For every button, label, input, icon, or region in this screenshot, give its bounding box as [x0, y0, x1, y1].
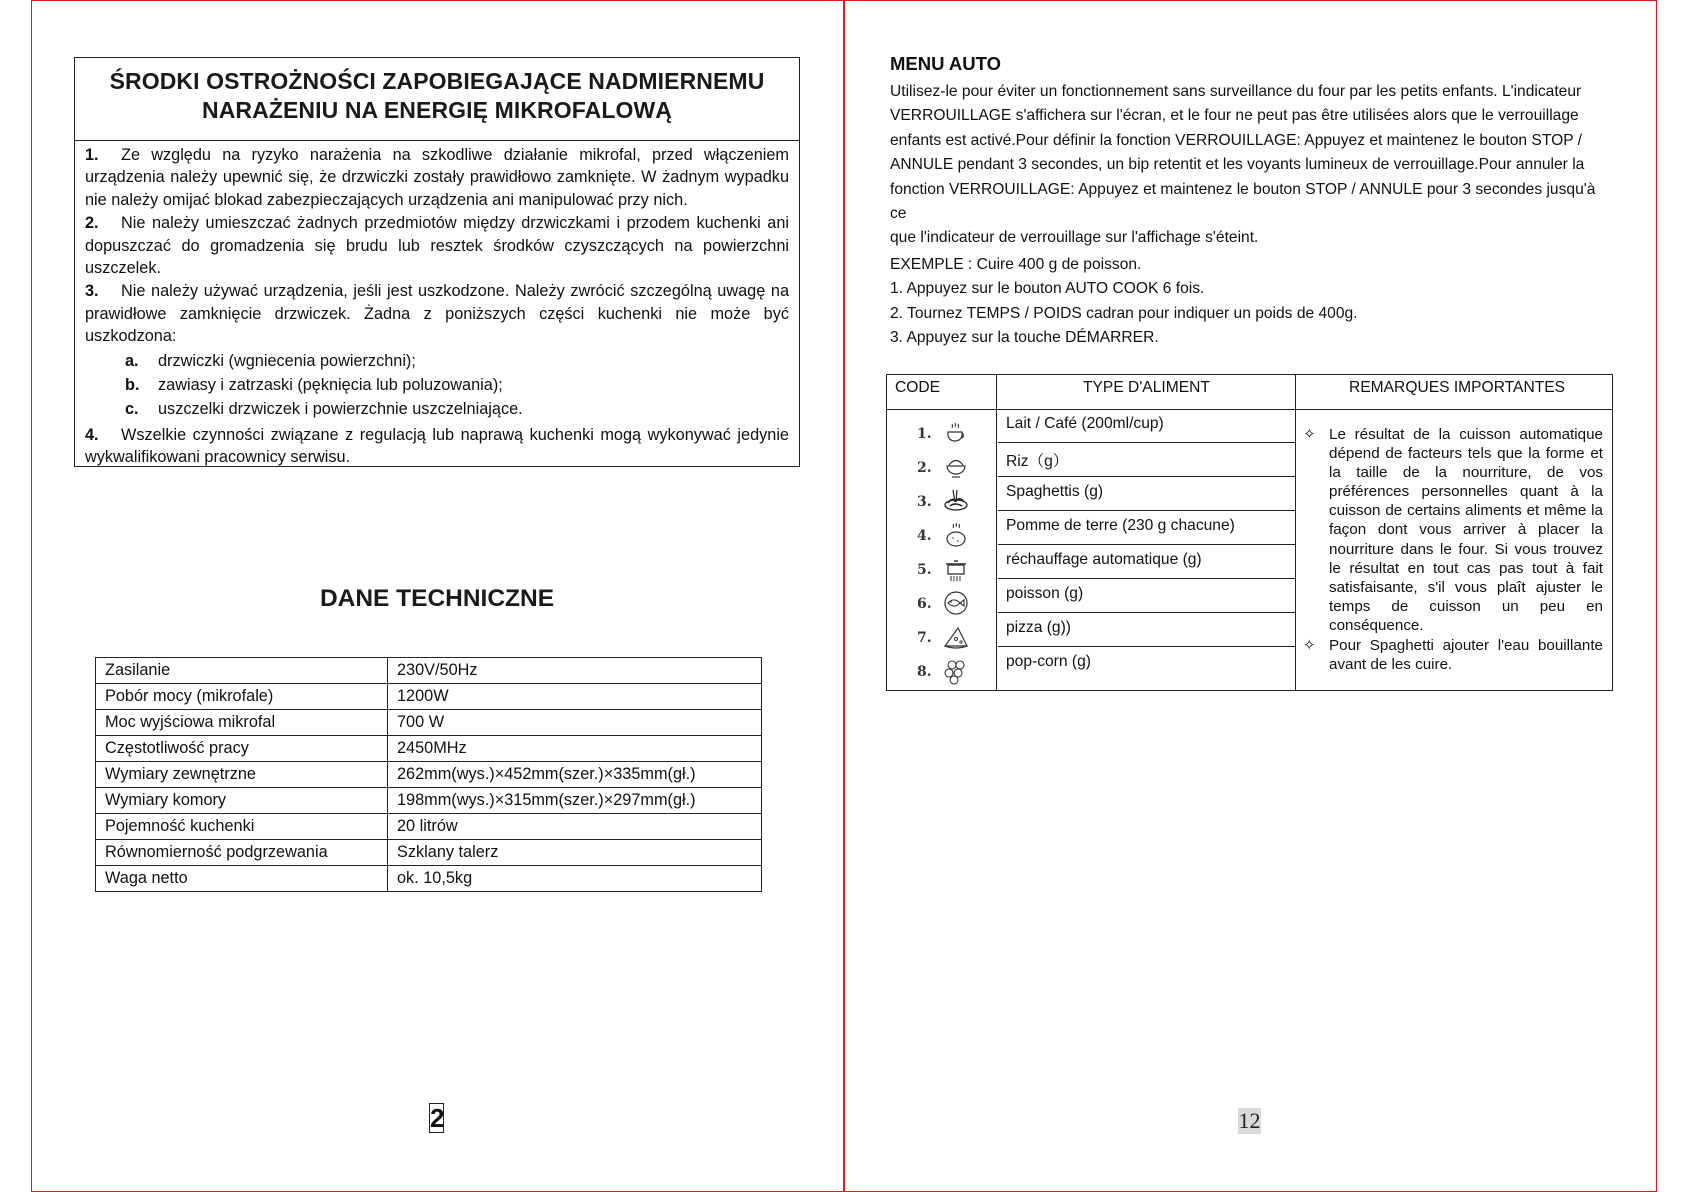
warning-title-line2: NARAŻENIU NA ENERGIĘ MIKROFALOWĄ	[201, 97, 672, 123]
spec-label: Wymiary komory	[96, 788, 388, 814]
example-line: 3. Appuyez sur la touche DÉMARRER.	[890, 329, 1159, 347]
food-label: Riz（g）	[1006, 453, 1069, 470]
food-row	[998, 511, 1295, 545]
potato-icon	[941, 520, 971, 550]
warning-item	[85, 144, 789, 211]
code-item	[917, 520, 987, 550]
tech-data-table	[95, 657, 762, 892]
spec-value: 2450MHz	[388, 736, 762, 762]
sub-item-text: zawiasy i zatrzaski (pęknięcia lub poluzowania);	[158, 376, 503, 395]
safety-warning-title	[75, 58, 799, 141]
code-item	[917, 588, 987, 618]
safety-warning-body	[75, 141, 799, 469]
pizza-icon	[941, 622, 971, 652]
spec-value: 262mm(wys.)×452mm(szer.)×335mm(gł.)	[388, 762, 762, 788]
spec-label: Częstotliwość pracy	[96, 736, 388, 762]
header-remarks: REMARQUES IMPORTANTES	[1349, 379, 1566, 396]
remarks-block	[1303, 425, 1603, 675]
cup-icon	[941, 418, 971, 448]
intro-line: fonction VERROUILLAGE: Appuyez et maintenez le bouton STOP / ANNULE pour 3 secondes jusqu'à ce	[890, 180, 1596, 223]
spec-label: Waga netto	[96, 866, 388, 892]
spec-label: Pobór mocy (mikrofale)	[96, 684, 388, 710]
food-row	[998, 443, 1295, 477]
spec-value: 230V/50Hz	[388, 658, 762, 684]
sub-item-text: drzwiczki (wgniecenia powierzchni);	[158, 351, 416, 370]
spec-label: Zasilanie	[96, 658, 388, 684]
table-row	[96, 762, 762, 788]
sub-item	[85, 350, 789, 372]
code-number: 4.	[917, 528, 932, 544]
warning-item	[85, 212, 789, 279]
code-item	[917, 418, 987, 448]
item-number: 1.	[85, 146, 99, 164]
food-row	[998, 477, 1295, 511]
code-number: 2.	[917, 460, 932, 476]
table-row	[96, 684, 762, 710]
spec-value: ok. 10,5kg	[388, 866, 762, 892]
table-row	[96, 736, 762, 762]
fish-icon	[941, 588, 971, 618]
spec-value: 1200W	[388, 684, 762, 710]
item-text: Nie należy umieszczać żadnych przedmiotów między drzwiczkami i przodem kuchenki ani dopuszczać do gromadzenia się brudu lub resztek środków czyszczących na powierzchni uszczelek.	[85, 214, 789, 278]
column-divider	[1295, 375, 1296, 690]
code-number: 1.	[917, 426, 932, 442]
food-label: Pomme de terre (230 g chacune)	[1006, 517, 1235, 534]
spec-label: Moc wyjściowa mikrofal	[96, 710, 388, 736]
item-text: Nie należy używać urządzenia, jeśli jest uszkodzone. Należy zwrócić szczególną uwagę na prawidłowe zamknięcie drzwiczek. Żadna z poniższych części kuchenki nie może być uszkodzona:	[85, 282, 789, 346]
remark-text: Pour Spaghetti ajouter l'eau bouillante avant de les cuire.	[1329, 637, 1603, 674]
sub-item-letter: a.	[125, 351, 139, 370]
sub-item	[85, 398, 789, 420]
table-row	[96, 710, 762, 736]
item-number: 2.	[85, 214, 99, 233]
page-number-right: 12	[1238, 1108, 1261, 1133]
food-label: pop-corn (g)	[1006, 653, 1091, 670]
auto-menu-table	[886, 374, 1613, 691]
remark-bullet-icon: ✧	[1303, 637, 1316, 655]
code-number: 5.	[917, 562, 932, 578]
spec-value: 198mm(wys.)×315mm(szer.)×297mm(gł.)	[388, 788, 762, 814]
warning-item	[85, 280, 789, 347]
intro-line: enfants est activé.Pour définir la fonction VERROUILLAGE: Appuyez et maintenez le bouton STOP /	[890, 131, 1582, 149]
menu-auto-title: MENU AUTO	[890, 53, 1001, 74]
pot-icon	[941, 554, 971, 584]
spec-label: Wymiary zewnętrzne	[96, 762, 388, 788]
header-food-type: TYPE D'ALIMENT	[1083, 379, 1210, 396]
table-row	[96, 814, 762, 840]
remark-item	[1303, 425, 1603, 635]
food-row	[998, 613, 1295, 647]
sub-item-letter: c.	[125, 400, 139, 419]
food-row	[998, 579, 1295, 613]
spec-label: Równomierność podgrzewania	[96, 840, 388, 866]
remark-item	[1303, 636, 1603, 674]
intro-line: que l'indicateur de verrouillage sur l'affichage s'éteint.	[890, 229, 1259, 247]
remark-text: Le résultat de la cuisson automatique dépend de facteurs tels que la forme et la taille de la nourriture, de vos préférences personnelles quant à la cuisson de certains aliments et même la façon dont vous arriver à placer la nourriture dans le four. Si vous trouvez le résultat en tout cas pas tout à fait satisfaisante, s'il vous plaît ajuster le temps de cuisson un peu en conséquence.	[1329, 426, 1603, 634]
code-number: 7.	[917, 630, 932, 646]
page-number-left: 2	[430, 1103, 445, 1133]
intro-line: VERROUILLAGE s'affichera sur l'écran, et le four ne peut pas être utilisées alors que le verrouillage	[890, 107, 1579, 125]
food-label: poisson (g)	[1006, 585, 1084, 602]
code-item	[917, 486, 987, 516]
item-text: Wszelkie czynności związane z regulacją lub naprawą kuchenki mogą wykonywać jedynie wykwalifikowani pracownicy serwisu.	[85, 425, 789, 467]
spec-label: Pojemność kuchenki	[96, 814, 388, 840]
table-row	[96, 658, 762, 684]
example-line: 1. Appuyez sur le bouton AUTO COOK 6 fois.	[890, 280, 1205, 298]
example-block	[890, 253, 1358, 351]
tech-data-heading: DANE TECHNICZNE	[319, 585, 555, 612]
sub-item-list	[85, 350, 789, 421]
intro-text	[890, 80, 1610, 251]
warning-item	[85, 424, 789, 469]
code-number: 3.	[917, 494, 932, 510]
table-row	[96, 840, 762, 866]
code-item	[917, 656, 987, 686]
food-row	[998, 409, 1295, 443]
food-label: Lait / Café (200ml/cup)	[1006, 415, 1164, 432]
column-divider	[996, 375, 997, 690]
rice-bowl-icon	[941, 452, 971, 482]
spaghetti-icon	[941, 486, 971, 516]
item-number: 3.	[85, 282, 99, 301]
item-number: 4.	[85, 425, 99, 444]
intro-line: ANNULE pendant 3 secondes, un bip retentit et les voyants lumineux de verrouillage.Pour annuler la	[890, 156, 1585, 174]
spec-value: 700 W	[388, 710, 762, 736]
code-item	[917, 452, 987, 482]
food-label: réchauffage automatique (g)	[1006, 551, 1202, 568]
food-label: Spaghettis (g)	[1006, 483, 1104, 500]
code-item	[917, 622, 987, 652]
warning-title-line1: ŚRODKI OSTROŻNOŚCI ZAPOBIEGAJĄCE NADMIERNEMU	[109, 68, 765, 94]
example-line: EXEMPLE : Cuire 400 g de poisson.	[890, 256, 1142, 273]
food-row	[998, 545, 1295, 579]
safety-warning-box	[74, 57, 800, 467]
remark-bullet-icon: ✧	[1303, 426, 1316, 443]
food-label: pizza (g))	[1006, 619, 1071, 636]
spec-value: Szklany talerz	[388, 840, 762, 866]
spec-value: 20 litrów	[388, 814, 762, 840]
item-text: Ze względu na ryzyko narażenia na szkodliwe działanie mikrofal, przed włączeniem urządzenia należy upewnić się, że drzwiczki zostały prawidłowo zamknięte. W żadnym wypadku nie należy omijać blokad zabezpieczających urządzenia ani manipulować przy nich.	[85, 146, 789, 209]
intro-line: Utilisez-le pour éviter un fonctionnement sans surveillance du four par les petits enfants. L'indicateur	[890, 83, 1582, 100]
sub-item	[85, 374, 789, 396]
sub-item-letter: b.	[125, 376, 140, 395]
sub-item-text: uszczelki drzwiczek i powierzchnie uszczelniające.	[158, 400, 523, 419]
table-row	[96, 866, 762, 892]
popcorn-icon	[941, 656, 971, 686]
code-number: 6.	[917, 596, 932, 612]
code-number: 8.	[917, 664, 932, 680]
food-row	[998, 647, 1295, 681]
example-line: 2. Tournez TEMPS / POIDS cadran pour indiquer un poids de 400g.	[890, 304, 1358, 322]
table-row	[96, 788, 762, 814]
code-item	[917, 554, 987, 584]
header-code: CODE	[895, 379, 941, 396]
